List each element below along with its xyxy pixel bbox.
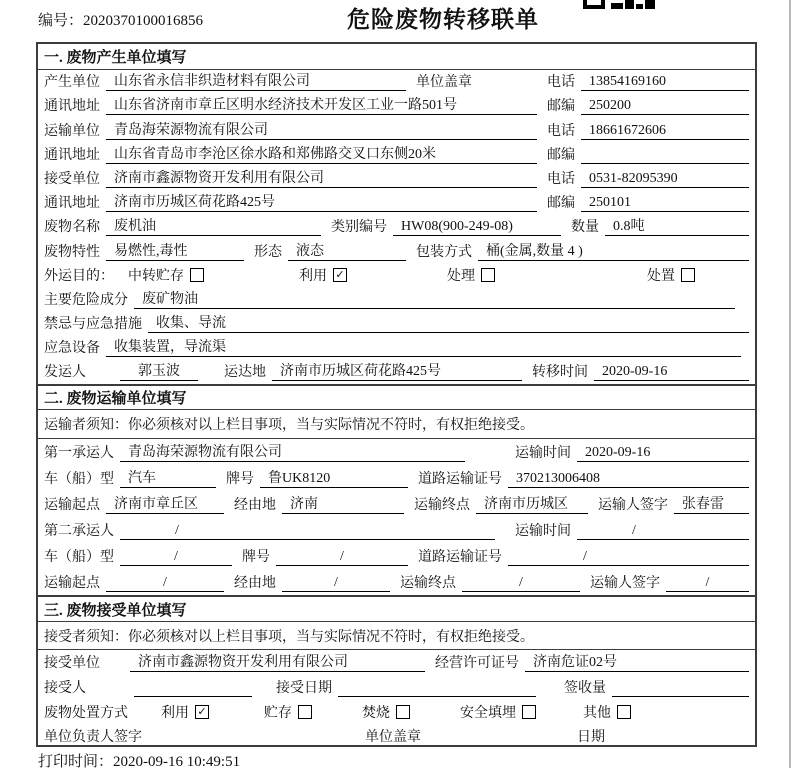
- endpoint-label: 运输终点: [400, 576, 456, 592]
- emergency-equipment-label: 应急设备: [44, 341, 100, 357]
- unit-seal-label: 单位盖章: [365, 730, 421, 746]
- form-label: 形态: [254, 244, 282, 260]
- qr-code-fragment: [583, 0, 655, 9]
- generator-unit-value: 山东省永信非织造材料有限公司: [106, 70, 406, 91]
- row-waste-character: [38, 239, 755, 263]
- section2-header: 二. 废物运输单位填写: [38, 384, 755, 410]
- disposal-option-other: [583, 702, 631, 722]
- plate-label: 牌号: [242, 550, 270, 566]
- permit-value: 济南危证02号: [525, 651, 749, 672]
- permit-label: 经营许可证号: [435, 656, 519, 672]
- receiver-notice: 接受者须知：你必须核对以上栏目事项，当与实际情况不符时，有权拒绝接受。: [38, 622, 755, 650]
- row-vehicle-1: [38, 465, 755, 491]
- road-cert-label: 道路运输证号: [418, 472, 502, 488]
- transfer-time-value: 2020-09-16: [594, 364, 749, 381]
- carrier-sign-label: 运输人签字: [590, 576, 660, 592]
- vehicle-type-value: 汽车: [120, 467, 216, 488]
- via-2-value: /: [282, 575, 390, 592]
- receiver-unit-label: 接受单位: [44, 171, 100, 187]
- print-time-label: 打印时间：: [38, 754, 114, 770]
- page-title: 危险废物转移联单: [347, 7, 539, 32]
- vehicle-type-label: 车（船）型: [44, 550, 114, 566]
- road-cert-label: 道路运输证号: [418, 550, 502, 566]
- waste-name-value: 废机油: [106, 215, 321, 236]
- scan-edge-line: [789, 0, 791, 768]
- row-second-carrier: [38, 517, 755, 543]
- destination-value: 济南市历城区荷花路425号: [272, 360, 522, 381]
- row-transporter-address: [38, 143, 755, 167]
- row-vehicle-2: [38, 543, 755, 569]
- row-receive-person: [38, 675, 755, 700]
- endpoint-label: 运输终点: [414, 498, 470, 514]
- transporter-unit-label: 运输单位: [44, 123, 100, 139]
- disposal-option-store: [264, 702, 312, 722]
- zip-label: 邮编: [547, 99, 575, 115]
- plate-2-value: /: [276, 549, 408, 566]
- waste-name-label: 废物名称: [44, 220, 100, 236]
- head-sign-value: [198, 729, 310, 746]
- carrier-sign-value: 张春雷: [674, 493, 749, 514]
- receive-date-label: 接受日期: [276, 680, 332, 696]
- manifest-form: [36, 42, 757, 747]
- row-emergency-equipment: [38, 336, 755, 360]
- origin-value: 济南市章丘区: [106, 493, 224, 514]
- serial-value: 2020370100016856: [83, 13, 204, 29]
- option-label: 处置: [647, 268, 675, 284]
- option-label: 安全填埋: [460, 705, 516, 721]
- transfer-time-label: 转移时间: [532, 365, 588, 381]
- receiver-zip-value: 250101: [581, 195, 749, 212]
- vehicle-type-2-value: /: [120, 549, 232, 566]
- checkbox-icon: [481, 268, 495, 282]
- row-receiver-unit: [38, 167, 755, 191]
- checkbox-icon: [617, 705, 631, 719]
- option-label: 处理: [447, 268, 475, 284]
- unit-seal-label: 单位盖章: [416, 75, 472, 91]
- receive-qty-value: [612, 680, 749, 697]
- disposal-option-utilize: [161, 702, 209, 722]
- row-taboo-measures: [38, 312, 755, 336]
- category-code-value: HW08(900-249-08): [393, 219, 561, 236]
- generator-address-value: 山东省济南市章丘区明水经济技术开发区工业一路501号: [106, 94, 537, 115]
- receive-person-value: [134, 680, 252, 697]
- address-label: 通讯地址: [44, 147, 100, 163]
- packing-value: 桶(金属,数量 4 ): [478, 240, 749, 261]
- transport-time-label: 运输时间: [515, 524, 571, 540]
- row-transporter-unit: [38, 118, 755, 142]
- taboo-measures-value: 收集、导流: [148, 312, 749, 333]
- receive-date-value: [338, 680, 536, 697]
- row-head-signature: [38, 725, 755, 748]
- transporter-address-value: 山东省青岛市李沧区徐水路和郑佛路交叉口东侧20米: [106, 143, 537, 164]
- category-code-label: 类别编号: [331, 220, 387, 236]
- checkbox-icon: [190, 268, 204, 282]
- main-hazard-value: 废矿物油: [134, 288, 735, 309]
- option-label: 其他: [583, 705, 611, 721]
- disposal-method-label: 废物处置方式: [44, 705, 128, 721]
- checkbox-icon: [298, 705, 312, 719]
- vehicle-type-label: 车（船）型: [44, 472, 114, 488]
- section1-header: 一. 废物产生单位填写: [38, 44, 755, 70]
- row-receive-unit: [38, 650, 755, 675]
- transporter-phone-value: 18661672606: [581, 123, 749, 140]
- origin-2-value: /: [106, 575, 224, 592]
- zip-label: 邮编: [547, 147, 575, 163]
- option-label: 贮存: [264, 705, 292, 721]
- serial-label: 编号：: [38, 13, 84, 29]
- row-disposal-method: [38, 700, 755, 725]
- receive-qty-label: 签收量: [564, 680, 606, 696]
- waste-character-label: 废物特性: [44, 244, 100, 260]
- row-waste-name: [38, 215, 755, 239]
- road-cert-value: 370213006408: [508, 471, 749, 488]
- endpoint-2-value: /: [462, 575, 580, 592]
- main-hazard-label: 主要危险成分: [44, 292, 128, 308]
- quantity-value: 0.8吨: [605, 215, 749, 236]
- second-carrier-label: 第二承运人: [44, 524, 114, 540]
- checkbox-icon: [681, 268, 695, 282]
- second-carrier-value: /: [120, 523, 495, 540]
- row-receiver-address: [38, 191, 755, 215]
- phone-label: 电话: [547, 171, 575, 187]
- transporter-zip-value: [581, 147, 749, 164]
- row-route-1: [38, 491, 755, 517]
- checked-checkbox-icon: ✓: [333, 268, 347, 282]
- row-transfer-purpose: [38, 264, 755, 288]
- row-main-hazard: [38, 288, 755, 312]
- form-value: 液态: [288, 240, 406, 261]
- via-label: 经由地: [234, 576, 276, 592]
- phone-label: 电话: [547, 123, 575, 139]
- waste-character-value: 易燃性,毒性: [106, 240, 244, 261]
- transport-time-value: 2020-09-16: [577, 445, 749, 462]
- transporter-notice: 运输者须知：你必须核对以上栏目事项，当与实际情况不符时，有权拒绝接受。: [38, 410, 755, 439]
- plate-label: 牌号: [226, 472, 254, 488]
- receive-unit-value: 济南市鑫源物资开发利用有限公司: [130, 651, 425, 672]
- purpose-option-dispose: [647, 265, 695, 285]
- checked-checkbox-icon: ✓: [195, 705, 209, 719]
- checkbox-icon: [396, 705, 410, 719]
- row-generator-address: [38, 94, 755, 118]
- row-shipper: [38, 360, 755, 384]
- receiver-unit-value: 济南市鑫源物资开发利用有限公司: [106, 167, 537, 188]
- row-generator-unit: [38, 70, 755, 94]
- via-label: 经由地: [234, 498, 276, 514]
- disposal-option-landfill: [460, 702, 536, 722]
- purpose-option-treat: [447, 265, 495, 285]
- purpose-option-storage: [128, 265, 204, 285]
- carrier-sign-2-value: /: [666, 575, 749, 592]
- via-value: 济南: [282, 493, 404, 514]
- origin-label: 运输起点: [44, 498, 100, 514]
- address-label: 通讯地址: [44, 196, 100, 212]
- receive-person-label: 接受人: [44, 680, 86, 696]
- transport-time-2-value: /: [577, 523, 749, 540]
- option-label: 利用: [161, 705, 189, 721]
- row-route-2: [38, 569, 755, 595]
- quantity-label: 数量: [571, 220, 599, 236]
- receiver-phone-value: 0531-82095390: [581, 171, 749, 188]
- purpose-option-utilize: [299, 265, 347, 285]
- transporter-unit-value: 青岛海荣源物流有限公司: [106, 119, 537, 140]
- purpose-label: 外运目的：: [44, 268, 114, 284]
- carrier-sign-label: 运输人签字: [598, 498, 668, 514]
- date-value: [611, 729, 749, 746]
- emergency-equipment-value: 收集装置，导流渠: [106, 336, 741, 357]
- origin-label: 运输起点: [44, 576, 100, 592]
- receive-unit-label: 接受单位: [44, 656, 100, 672]
- option-label: 利用: [299, 268, 327, 284]
- option-label: 焚烧: [362, 705, 390, 721]
- plate-value: 鲁UK8120: [260, 467, 408, 488]
- taboo-measures-label: 禁忌与应急措施: [44, 317, 142, 333]
- disposal-option-incinerate: [362, 702, 410, 722]
- zip-label: 邮编: [547, 196, 575, 212]
- date-label: 日期: [577, 730, 605, 746]
- row-first-carrier: [38, 439, 755, 465]
- shipper-label: 发运人: [44, 365, 86, 381]
- shipper-value: 郭玉波: [120, 360, 198, 381]
- option-label: 中转贮存: [128, 268, 184, 284]
- destination-label: 运达地: [224, 365, 266, 381]
- receiver-address-value: 济南市历城区荷花路425号: [106, 191, 537, 212]
- endpoint-value: 济南市历城区: [476, 493, 588, 514]
- head-sign-label: 单位负责人签字: [44, 730, 142, 746]
- first-carrier-value: 青岛海荣源物流有限公司: [120, 441, 465, 462]
- first-carrier-label: 第一承运人: [44, 446, 114, 462]
- packing-label: 包装方式: [416, 244, 472, 260]
- transport-time-label: 运输时间: [515, 446, 571, 462]
- phone-label: 电话: [547, 75, 575, 91]
- generator-phone-value: 13854169160: [581, 74, 749, 91]
- generator-zip-value: 250200: [581, 98, 749, 115]
- road-cert-2-value: /: [508, 549, 749, 566]
- print-time-value: 2020-09-16 10:49:51: [113, 754, 241, 770]
- generator-unit-label: 产生单位: [44, 75, 100, 91]
- address-label: 通讯地址: [44, 99, 100, 115]
- section3-header: 三. 废物接受单位填写: [38, 595, 755, 622]
- checkbox-icon: [522, 705, 536, 719]
